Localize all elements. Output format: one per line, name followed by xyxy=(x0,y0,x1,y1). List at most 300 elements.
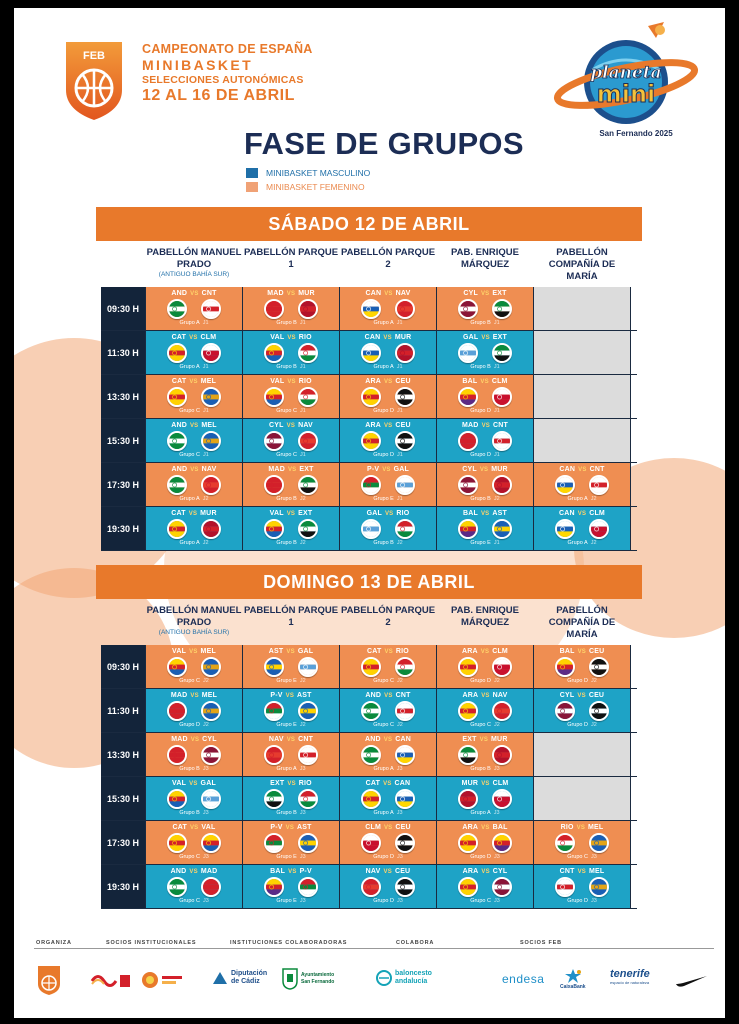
vs-label: VS xyxy=(286,423,296,429)
team-b-code: MUR xyxy=(298,290,315,297)
round-label: J2 xyxy=(202,722,209,728)
group-label xyxy=(437,898,533,904)
round-label: J2 xyxy=(202,678,209,684)
vs-label: VS xyxy=(190,291,199,297)
matchup xyxy=(340,510,436,517)
team-a-flag-icon xyxy=(555,475,575,495)
matchup xyxy=(534,692,630,699)
group-name: Grupo A xyxy=(373,320,394,326)
planet-word-2: mini xyxy=(596,80,656,108)
event-line-2: MINIBASKET xyxy=(142,57,254,73)
team-b-code: CLM xyxy=(491,378,508,385)
group-label xyxy=(243,540,339,546)
footer-instituciones-colaboradoras: INSTITUCIONES COLABORADORAS xyxy=(230,940,348,946)
team-b-flag-icon xyxy=(492,387,512,407)
vs-label: VS xyxy=(286,649,295,655)
team-badges xyxy=(243,431,339,451)
round-label: J1 xyxy=(396,320,403,326)
round-label: J1 xyxy=(299,364,306,370)
vs-label: VS xyxy=(286,511,296,517)
team-badges xyxy=(340,343,436,363)
round-label: J3 xyxy=(493,854,500,860)
team-badges xyxy=(146,701,242,721)
vs-label: VS xyxy=(479,467,489,473)
group-name: Grupo A xyxy=(179,320,200,326)
footer-socios-institucionales: SOCIOS INSTITUCIONALES xyxy=(106,940,197,946)
team-a-flag-icon xyxy=(167,833,187,853)
team-b-flag-icon xyxy=(201,657,221,677)
team-a-flag-icon xyxy=(361,745,381,765)
venue-label: PABELLÓN COMPAÑÍA DE MARÍA xyxy=(548,247,616,282)
group-name: Grupo D xyxy=(373,898,394,904)
round-label: J2 xyxy=(202,496,209,502)
round-label: J2 xyxy=(202,540,209,546)
matchup xyxy=(340,692,436,699)
team-a-code: P-V xyxy=(366,466,380,473)
match-cell xyxy=(146,733,243,776)
team-badges xyxy=(243,877,339,897)
match-cell xyxy=(437,507,534,550)
schedule-grid xyxy=(101,287,637,551)
time-label: 17:30 H xyxy=(101,463,146,506)
venue-name xyxy=(340,605,436,629)
vs-label: VS xyxy=(481,335,490,341)
group-name: Grupo D xyxy=(179,722,200,728)
planet-tagline: San Fernando 2025 xyxy=(599,129,673,138)
group-label xyxy=(146,364,242,370)
vs-label: VS xyxy=(189,825,199,831)
matchup xyxy=(437,736,533,743)
team-badges xyxy=(437,519,533,539)
team-a-code: AST xyxy=(268,648,284,655)
team-a-flag-icon xyxy=(361,789,381,809)
team-badges xyxy=(340,387,436,407)
venue-name xyxy=(243,605,339,629)
vs-label: VS xyxy=(481,869,490,875)
team-a-code: CYL xyxy=(269,422,284,429)
matchup xyxy=(243,780,339,787)
group-name: Grupo C xyxy=(179,452,200,458)
group-label xyxy=(340,452,436,458)
event-dates: 12 AL 16 DE ABRIL xyxy=(142,87,295,104)
time-slot-row xyxy=(101,331,637,375)
matchup xyxy=(146,824,242,831)
team-a-code: CAN xyxy=(365,290,382,297)
team-b-code: MEL xyxy=(200,378,217,385)
match-cell xyxy=(146,865,243,908)
team-badges xyxy=(243,701,339,721)
match-cell xyxy=(340,287,437,330)
vs-label: VS xyxy=(481,423,490,429)
round-label: J2 xyxy=(493,678,500,684)
team-a-flag-icon xyxy=(167,745,187,765)
matchup xyxy=(340,736,436,743)
empty-slot xyxy=(534,733,631,776)
team-badges xyxy=(340,519,436,539)
match-cell xyxy=(534,821,631,864)
team-a-code: MUR xyxy=(461,780,479,787)
team-b-code: MUR xyxy=(200,510,217,517)
team-b-code: MEL xyxy=(201,422,217,429)
team-badges xyxy=(146,431,242,451)
round-label: J1 xyxy=(202,452,209,458)
team-a-flag-icon xyxy=(458,657,478,677)
matchup xyxy=(340,466,436,473)
team-a-flag-icon xyxy=(361,299,381,319)
team-b-flag-icon xyxy=(298,877,318,897)
matchup xyxy=(146,736,242,743)
team-a-code: MAD xyxy=(171,736,188,743)
team-badges xyxy=(146,475,242,495)
team-b-flag-icon xyxy=(298,431,318,451)
round-label: J3 xyxy=(493,810,500,816)
team-badges xyxy=(146,299,242,319)
time-slot-row xyxy=(101,507,637,551)
group-label xyxy=(146,810,242,816)
baloncesto-line-2: andalucía xyxy=(395,978,428,985)
vs-label: VS xyxy=(480,649,490,655)
diputacion-line-2: de Cádiz xyxy=(231,978,260,985)
event-line-1: CAMPEONATO DE ESPAÑA xyxy=(142,42,313,56)
team-a-code: BAL xyxy=(559,648,575,655)
venue-name xyxy=(146,247,242,279)
footer-divider xyxy=(34,948,714,949)
baloncesto-andalucia-logo xyxy=(376,970,432,986)
matchup xyxy=(534,648,630,655)
group-name: Grupo A xyxy=(470,810,491,816)
group-label xyxy=(340,766,436,772)
group-label xyxy=(146,766,242,772)
matchup xyxy=(146,510,242,517)
team-b-code: CNT xyxy=(201,290,217,297)
team-b-flag-icon xyxy=(492,789,512,809)
match-cell xyxy=(437,331,534,374)
team-b-code: CEU xyxy=(588,692,605,699)
group-name: Grupo D xyxy=(567,678,588,684)
round-label: J3 xyxy=(299,766,306,772)
vs-label: VS xyxy=(287,379,296,385)
matchup xyxy=(146,868,242,875)
matchup xyxy=(146,692,242,699)
vs-label: VS xyxy=(383,335,392,341)
round-label: J3 xyxy=(202,898,209,904)
team-b-flag-icon xyxy=(395,299,415,319)
match-cell xyxy=(146,287,243,330)
team-badges xyxy=(437,431,533,451)
match-cell xyxy=(243,645,340,688)
matchup xyxy=(243,334,339,341)
team-a-flag-icon xyxy=(458,475,478,495)
team-a-code: ARA xyxy=(365,422,381,429)
team-badges xyxy=(243,343,339,363)
matchup xyxy=(437,422,533,429)
group-name: Grupo D xyxy=(373,452,394,458)
matchup xyxy=(437,378,533,385)
group-label xyxy=(243,898,339,904)
team-a-flag-icon xyxy=(458,387,478,407)
caixabank-label: CaixaBank xyxy=(560,984,586,990)
team-b-code: CEU xyxy=(589,648,605,655)
group-label xyxy=(340,364,436,370)
team-b-code: RIO xyxy=(396,510,410,517)
group-name: Grupo C xyxy=(373,678,394,684)
team-b-flag-icon xyxy=(298,657,318,677)
group-label xyxy=(340,722,436,728)
group-label xyxy=(243,722,339,728)
match-cell xyxy=(146,777,243,820)
group-label xyxy=(534,540,630,546)
vs-label: VS xyxy=(189,379,198,385)
round-label: J2 xyxy=(299,540,306,546)
team-a-code: CNT xyxy=(559,868,575,875)
team-a-code: VAL xyxy=(172,780,187,787)
team-a-flag-icon xyxy=(167,299,187,319)
matchup xyxy=(340,378,436,385)
vs-label: VS xyxy=(384,291,393,297)
ayuntamiento-logo xyxy=(282,968,334,990)
vs-label: VS xyxy=(577,693,586,699)
venue-label: PABELLÓN PARQUE 2 xyxy=(340,247,436,270)
venue-label: PABELLÓN MANUEL PRADO xyxy=(146,605,242,628)
team-b-flag-icon xyxy=(298,833,318,853)
matchup xyxy=(243,378,339,385)
matchup xyxy=(437,334,533,341)
team-b-flag-icon xyxy=(395,343,415,363)
day-sunday xyxy=(96,565,642,909)
team-a-code: CAT xyxy=(172,824,187,831)
feb-footer-logo-icon xyxy=(36,964,62,996)
team-b-code: CNT xyxy=(492,422,508,429)
time-slot-row xyxy=(101,733,637,777)
match-cell xyxy=(243,733,340,776)
day-banner: SÁBADO 12 DE ABRIL xyxy=(96,207,642,241)
team-b-flag-icon xyxy=(298,299,318,319)
vs-label: VS xyxy=(384,693,393,699)
poster-page xyxy=(14,8,725,1018)
team-b-code: GAL xyxy=(200,780,216,787)
team-a-code: MAD xyxy=(268,466,285,473)
team-badges xyxy=(243,475,339,495)
group-name: Grupo C xyxy=(276,408,297,414)
group-label xyxy=(437,722,533,728)
group-label xyxy=(340,540,436,546)
venue-sub: (ANTIGUO BAHÍA SUR) xyxy=(158,271,230,278)
group-name: Grupo B xyxy=(470,766,491,772)
group-label xyxy=(243,496,339,502)
team-a-code: CYL xyxy=(462,466,477,473)
round-label: J3 xyxy=(590,854,597,860)
match-cell xyxy=(146,375,243,418)
time-label: 11:30 H xyxy=(101,331,146,374)
team-a-code: ARA xyxy=(462,868,479,875)
time-slot-row xyxy=(101,777,637,821)
vs-label: VS xyxy=(189,649,198,655)
team-badges xyxy=(340,877,436,897)
team-a-flag-icon xyxy=(264,343,284,363)
group-name: Grupo D xyxy=(373,854,394,860)
match-cell xyxy=(340,733,437,776)
group-name: Grupo C xyxy=(179,854,200,860)
team-b-flag-icon xyxy=(492,299,512,319)
team-b-code: MUR xyxy=(491,466,508,473)
caixabank-logo xyxy=(560,968,586,990)
venue-name xyxy=(534,247,630,283)
round-label: J1 xyxy=(202,408,209,414)
match-cell xyxy=(437,645,534,688)
team-a-flag-icon xyxy=(264,387,284,407)
venue-label: PABELLÓN MANUEL PRADO xyxy=(146,247,242,270)
match-cell xyxy=(243,375,340,418)
team-b-flag-icon xyxy=(395,475,415,495)
team-a-code: CAT xyxy=(171,378,187,385)
team-badges xyxy=(534,701,630,721)
team-b-flag-icon xyxy=(201,431,221,451)
team-b-flag-icon xyxy=(492,431,512,451)
match-cell xyxy=(534,507,631,550)
team-a-code: CAN xyxy=(559,466,576,473)
team-badges xyxy=(534,657,630,677)
matchup xyxy=(340,780,436,787)
team-b-code: CEU xyxy=(394,868,411,875)
team-a-code: EXT xyxy=(462,736,477,743)
group-name: Grupo B xyxy=(470,364,491,370)
team-badges xyxy=(146,833,242,853)
group-label xyxy=(340,678,436,684)
team-b-flag-icon xyxy=(298,343,318,363)
vs-label: VS xyxy=(383,379,393,385)
footer-colabora: COLABORA xyxy=(396,940,435,946)
empty-slot xyxy=(534,331,631,374)
team-badges xyxy=(146,745,242,765)
planet-word-1: planeta xyxy=(590,63,662,83)
matchup xyxy=(243,510,339,517)
team-a-code: CAN xyxy=(364,334,381,341)
vs-label: VS xyxy=(481,781,490,787)
group-label xyxy=(340,408,436,414)
team-b-code: RIO xyxy=(395,648,409,655)
event-line-3: SELECCIONES AUTONÓMICAS xyxy=(142,74,304,86)
team-badges xyxy=(243,657,339,677)
team-a-flag-icon xyxy=(458,789,478,809)
team-a-flag-icon xyxy=(167,343,187,363)
team-a-code: CYL xyxy=(463,290,478,297)
match-cell xyxy=(437,375,534,418)
group-label xyxy=(243,854,339,860)
matchup xyxy=(146,378,242,385)
round-label: J2 xyxy=(590,496,597,502)
team-b-code: MEL xyxy=(589,868,605,875)
team-b-code: P-V xyxy=(299,868,312,875)
team-b-code: RIO xyxy=(298,378,312,385)
team-a-flag-icon xyxy=(361,877,381,897)
group-label xyxy=(340,320,436,326)
group-name: Grupo D xyxy=(470,678,491,684)
team-b-code: MEL xyxy=(201,692,218,699)
group-label xyxy=(534,722,630,728)
vs-label: VS xyxy=(286,737,296,743)
vs-label: VS xyxy=(190,467,199,473)
group-label xyxy=(340,496,436,502)
time-label: 13:30 H xyxy=(101,733,146,776)
legend-female xyxy=(246,180,370,194)
matchup xyxy=(146,648,242,655)
team-a-code: AND xyxy=(171,422,187,429)
group-label xyxy=(146,722,242,728)
group-label xyxy=(243,452,339,458)
vs-label: VS xyxy=(479,737,489,743)
round-label: J1 xyxy=(396,452,403,458)
group-name: Grupo D xyxy=(470,452,491,458)
time-label: 15:30 H xyxy=(101,777,146,820)
round-label: J2 xyxy=(396,678,403,684)
round-label: J3 xyxy=(396,766,403,772)
team-badges xyxy=(146,877,242,897)
venue-label: PABELLÓN PARQUE 1 xyxy=(243,605,339,628)
team-b-code: BAL xyxy=(492,824,508,831)
group-label xyxy=(340,810,436,816)
team-b-flag-icon xyxy=(395,657,415,677)
vs-label: VS xyxy=(577,511,587,517)
team-badges xyxy=(437,877,533,897)
round-label: J2 xyxy=(396,540,403,546)
group-label xyxy=(146,408,242,414)
team-b-code: CLM xyxy=(200,334,217,341)
match-cell xyxy=(340,645,437,688)
matchup xyxy=(243,692,339,699)
vs-label: VS xyxy=(190,737,200,743)
team-badges xyxy=(340,657,436,677)
team-b-code: MAD xyxy=(200,868,218,875)
team-badges xyxy=(534,475,630,495)
venue-label: PABELLÓN PARQUE 1 xyxy=(243,247,339,270)
vs-label: VS xyxy=(288,869,297,875)
match-cell xyxy=(243,287,340,330)
group-label xyxy=(437,540,533,546)
diputacion-line-1: Diputación xyxy=(231,970,268,977)
team-a-code: P-V xyxy=(270,824,283,831)
legend-male-label: MINIBASKET MASCULINO xyxy=(266,168,371,178)
vs-label: VS xyxy=(383,737,393,743)
group-label xyxy=(146,452,242,458)
group-name: Grupo B xyxy=(276,810,297,816)
group-label xyxy=(243,678,339,684)
team-b-flag-icon xyxy=(492,877,512,897)
team-badges xyxy=(146,387,242,407)
team-badges xyxy=(340,789,436,809)
ayuntamiento-line-1: Ayuntamiento xyxy=(301,972,335,978)
round-label: J3 xyxy=(299,810,306,816)
tenerife-label: tenerife xyxy=(610,968,650,980)
group-name: Grupo A xyxy=(276,766,297,772)
time-label: 09:30 H xyxy=(101,645,146,688)
phase-title: FASE DE GRUPOS xyxy=(244,126,524,161)
round-label: J3 xyxy=(202,854,209,860)
team-b-code: CLM xyxy=(492,648,508,655)
ayuntamiento-line-2: San Fernando xyxy=(301,979,335,985)
match-cell xyxy=(534,645,631,688)
match-cell xyxy=(146,689,243,732)
group-name: Grupo B xyxy=(373,540,394,546)
group-label xyxy=(534,854,630,860)
group-name: Grupo E xyxy=(373,496,394,502)
team-a-flag-icon xyxy=(555,701,575,721)
team-a-code: AND xyxy=(365,736,381,743)
team-badges xyxy=(437,701,533,721)
team-a-flag-icon xyxy=(167,877,187,897)
team-badges xyxy=(437,789,533,809)
vs-label: VS xyxy=(285,693,295,699)
vs-label: VS xyxy=(188,511,198,517)
